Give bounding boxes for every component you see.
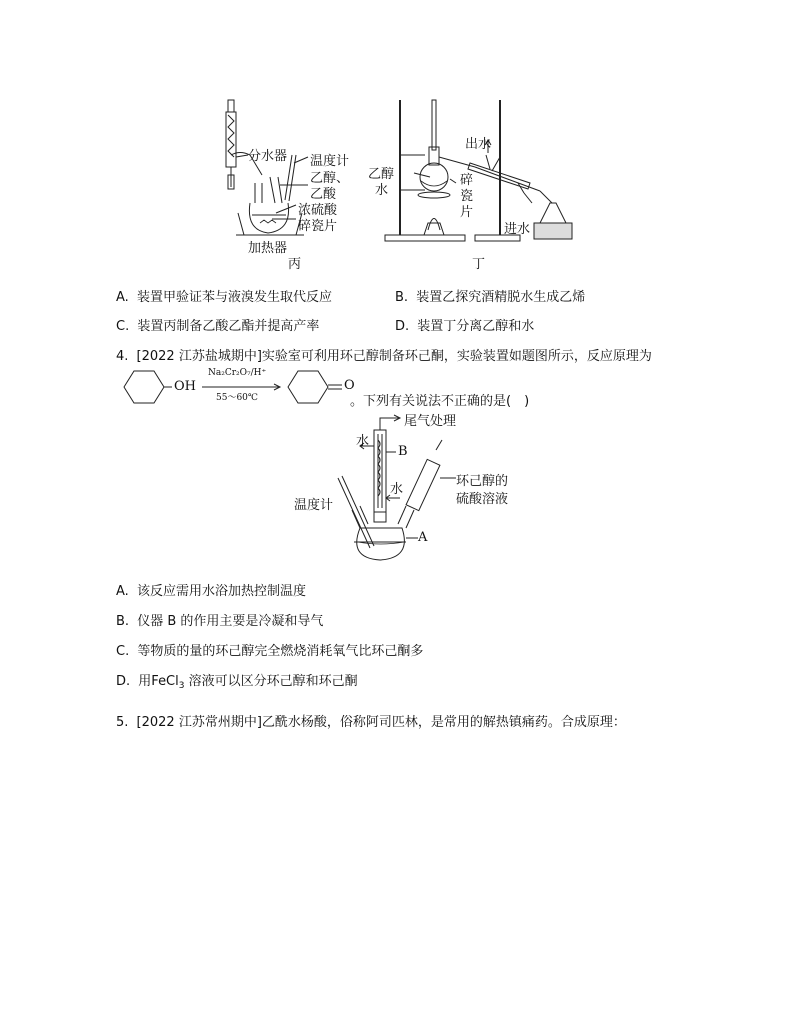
cyclohexanol-ring [124, 371, 164, 403]
label-thermometer-bing: 温度计 [310, 154, 350, 169]
figure-apparatus-bing-ding [200, 95, 600, 270]
option-q4-a [116, 580, 306, 599]
label-water-in: 进水 [504, 222, 531, 237]
label-ethanol-ding: 乙醇 [368, 167, 395, 182]
option-letter: C. [116, 319, 130, 334]
option-letter: D. [395, 319, 410, 334]
option-letter: C. [116, 644, 130, 659]
caption-ding: 丁 [472, 257, 486, 272]
label-reagent-2: 硫酸溶液 [456, 492, 509, 507]
option-letter: B. [395, 290, 409, 305]
option-q3-c [116, 315, 319, 334]
label-water-out: 出水 [465, 137, 492, 152]
oh-group: OH [174, 379, 196, 394]
option-q4-c [116, 640, 423, 659]
option-subscript: 3 [178, 681, 185, 691]
option-text-pre: 用FeCl [138, 674, 179, 689]
option-letter: D. [116, 674, 131, 689]
option-text: 装置丙制备乙酸乙酯并提高产率 [137, 319, 320, 334]
question-number: 4. [116, 349, 129, 364]
label-water-mid: 水 [390, 482, 404, 497]
option-text: 装置丁分离乙醇和水 [417, 319, 535, 334]
reaction-scheme [116, 366, 376, 408]
option-letter: A. [116, 584, 129, 599]
label-porcelain-bing: 碎瓷片 [298, 219, 338, 234]
label-exhaust: 尾气处理 [404, 414, 457, 429]
question-4-stem [116, 345, 652, 364]
label-a: A [418, 530, 428, 545]
label-reagent-1: 环己醇的 [456, 474, 509, 489]
label-acetic-acid: 乙酸 [310, 187, 337, 202]
label-water-ding: 水 [375, 183, 389, 198]
label-sulfuric-acid: 浓硫酸 [298, 203, 338, 218]
option-q3-a [116, 286, 332, 305]
reaction-temperature: 55～60℃ [216, 393, 258, 403]
label-porcelain-1: 碎 [460, 173, 474, 188]
option-q3-d [395, 315, 534, 334]
apparatus-bing [226, 100, 308, 235]
label-thermometer-q4: 温度计 [294, 498, 334, 513]
option-q4-d [116, 670, 358, 691]
label-porcelain-3: 片 [460, 205, 474, 220]
question-4-stem-end: 。下列有关说法不正确的是( ) [350, 394, 530, 409]
option-letter: B. [116, 614, 130, 629]
label-porcelain-2: 瓷 [460, 189, 474, 204]
question-stem-text: [2022 江苏盐城期中]实验室可利用环己醇制备环己酮，实验装置如题图所示，反应原理为 [136, 349, 652, 364]
option-text-post: 溶液可以区分环己醇和环己酮 [184, 674, 358, 689]
option-text: 装置甲验证苯与液溴发生取代反应 [136, 290, 332, 305]
figure-apparatus-q4 [290, 410, 530, 570]
cyclohexanone-ring [288, 371, 328, 403]
option-text: 等物质的量的环己醇完全燃烧消耗氧气比环己酮多 [137, 644, 424, 659]
label-b: B [398, 444, 408, 459]
caption-bing: 丙 [288, 257, 302, 272]
option-text: 该反应需用水浴加热控制温度 [136, 584, 306, 599]
question-5-stem [116, 711, 626, 730]
o-atom: O [344, 378, 355, 393]
label-separator: 分水器 [248, 149, 288, 164]
option-text: 装置乙探究酒精脱水生成乙烯 [416, 290, 586, 305]
label-water-top: 水 [356, 434, 370, 449]
option-q3-b [395, 286, 585, 305]
option-q4-b [116, 610, 323, 629]
label-ethanol-bing: 乙醇、 [310, 171, 350, 186]
label-heater: 加热器 [248, 241, 288, 256]
apparatus-ding [385, 100, 572, 241]
reaction-reagent: Na₂Cr₂O₇/H⁺ [208, 368, 267, 378]
option-letter: A. [116, 290, 129, 305]
question-number: 5. [116, 715, 129, 730]
question-stem-text: [2022 江苏常州期中]乙酰水杨酸，俗称阿司匹林，是常用的解热镇痛药。合成原理： [136, 715, 626, 730]
option-text: 仪器 B 的作用主要是冷凝和导气 [137, 614, 324, 629]
